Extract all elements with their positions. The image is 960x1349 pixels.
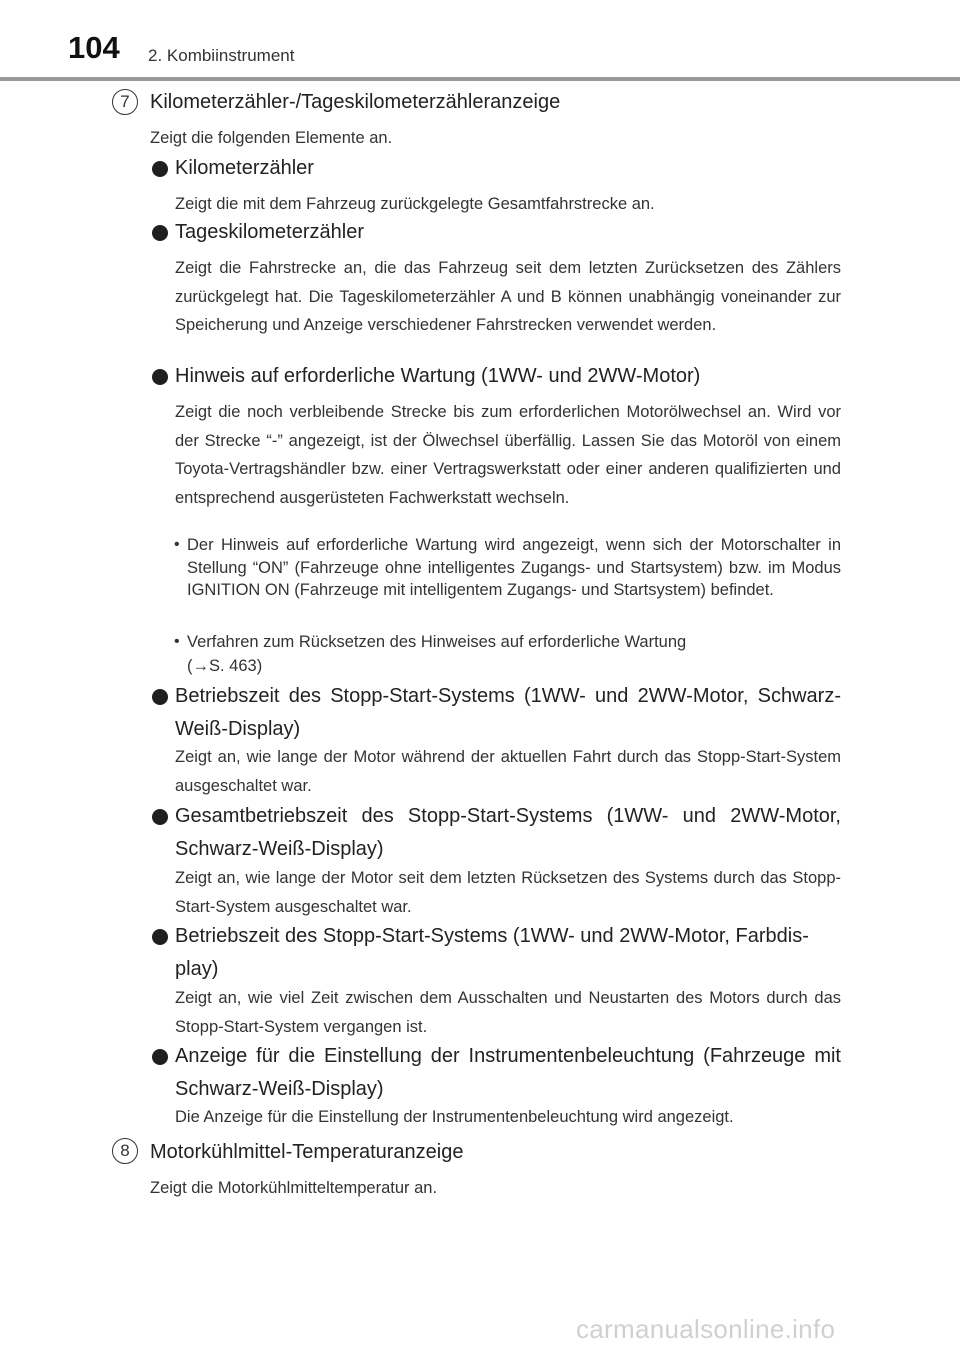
item-text: Zeigt die mit dem Fahrzeug zurückgelegte Gesamtfahrstrecke an.: [175, 195, 655, 213]
item-title: Gesamtbetriebszeit des Stopp-Start-Systems (1WW- und 2WW-Motor, Schwarz-Weiß-Display): [175, 805, 841, 860]
item-text: Die Anzeige für die Einstellung der Instrumentenbeleuchtung wird angezeigt.: [175, 1108, 734, 1126]
page-header: [0, 0, 960, 82]
header-divider: [0, 77, 960, 81]
bullet-icon: [152, 161, 168, 177]
item-title: [175, 920, 841, 986]
bullet-icon: [152, 1049, 168, 1065]
page-reference: (→S. 463): [187, 657, 263, 675]
section-title: Motorkühlmittel-Temperaturanzeige: [150, 1141, 464, 1163]
item-title-line: Betriebszeit des Stopp-Start-Systems (1WW- und 2WW-Motor, Farbdis-: [175, 925, 809, 947]
section-intro: Zeigt die folgenden Elemente an.: [150, 129, 393, 147]
item-title-line: play): [175, 958, 219, 980]
sub-text: Verfahren zum Rücksetzen des Hinweises auf erforderliche Wartung: [187, 633, 687, 651]
item-text: Zeigt an, wie viel Zeit zwischen dem Ausschalten und Neustarten des Motors durch das Stopp-Start-System vergangen ist.: [175, 989, 841, 1036]
bullet-icon: [152, 809, 168, 825]
section-number-badge: 7: [112, 89, 138, 115]
sub-list-item: [174, 631, 841, 654]
section-title: Kilometerzähler-/Tageskilometerzähleranzeige: [150, 91, 561, 113]
item-title: Tageskilometerzähler: [175, 221, 364, 243]
item-title: Kilometerzähler: [175, 157, 314, 179]
item-text: Zeigt an, wie lange der Motor während der aktuellen Fahrt durch das Stopp-Start-System ausgeschaltet war.: [175, 748, 841, 795]
bullet-icon: [152, 369, 168, 385]
watermark: carmanualsonline.info: [576, 1314, 836, 1344]
sub-text: Der Hinweis auf erforderliche Wartung wird angezeigt, wenn sich der Motorschalter in Stellung “ON” (Fahrzeuge ohne intelligentes Zugangs- und Startsystem) bzw. im Modus IGNITION ON (Fahrzeuge mit intelligentem Zugangs- und Startsystem) befindet.: [187, 536, 841, 599]
bullet-icon: [152, 689, 168, 705]
item-title: Hinweis auf erforderliche Wartung (1WW- und 2WW-Motor): [175, 365, 701, 387]
item-text: Zeigt an, wie lange der Motor seit dem letzten Rücksetzen des Systems durch das Stopp-Start-System ausgeschaltet war.: [175, 869, 841, 916]
chapter-title: 2. Kombiinstrument: [148, 46, 295, 65]
sub-list-item: [174, 534, 841, 602]
section-number-badge: 8: [112, 1138, 138, 1164]
item-title: Betriebszeit des Stopp-Start-Systems (1WW- und 2WW-Motor, Schwarz-Weiß-Display): [175, 685, 841, 740]
item-text: Zeigt die noch verbleibende Strecke bis zum erforderlichen Motorölwechsel an. Wird vor der Strecke “-” angezeigt, ist der Ölwechsel überfällig. Lassen Sie das Motoröl von einem Toyota-Vertragshändler bzw. einer Vertragswerkstatt oder einer anderen qualifizierten und entsprechend ausgerüsteten Fachwerkstatt wechseln.: [175, 403, 841, 507]
item-title: Anzeige für die Einstellung der Instrumentenbeleuchtung (Fahrzeuge mit Schwarz-Weiß-Display): [175, 1045, 841, 1100]
section-intro: Zeigt die Motorkühlmitteltemperatur an.: [150, 1179, 438, 1197]
bullet-icon: [152, 225, 168, 241]
bullet-icon: [152, 929, 168, 945]
page-number: 104: [68, 30, 120, 65]
bullet-dot-icon: •: [174, 633, 180, 650]
item-text: Zeigt die Fahrstrecke an, die das Fahrzeug seit dem letzten Zurücksetzen des Zählers zurückgelegt hat. Die Tageskilometerzähler A und B können unabhängig voneinander zur Speicherung und Anzeige verschiedener Fahrstrecken verwendet werden.: [175, 259, 841, 334]
bullet-dot-icon: •: [174, 536, 180, 553]
